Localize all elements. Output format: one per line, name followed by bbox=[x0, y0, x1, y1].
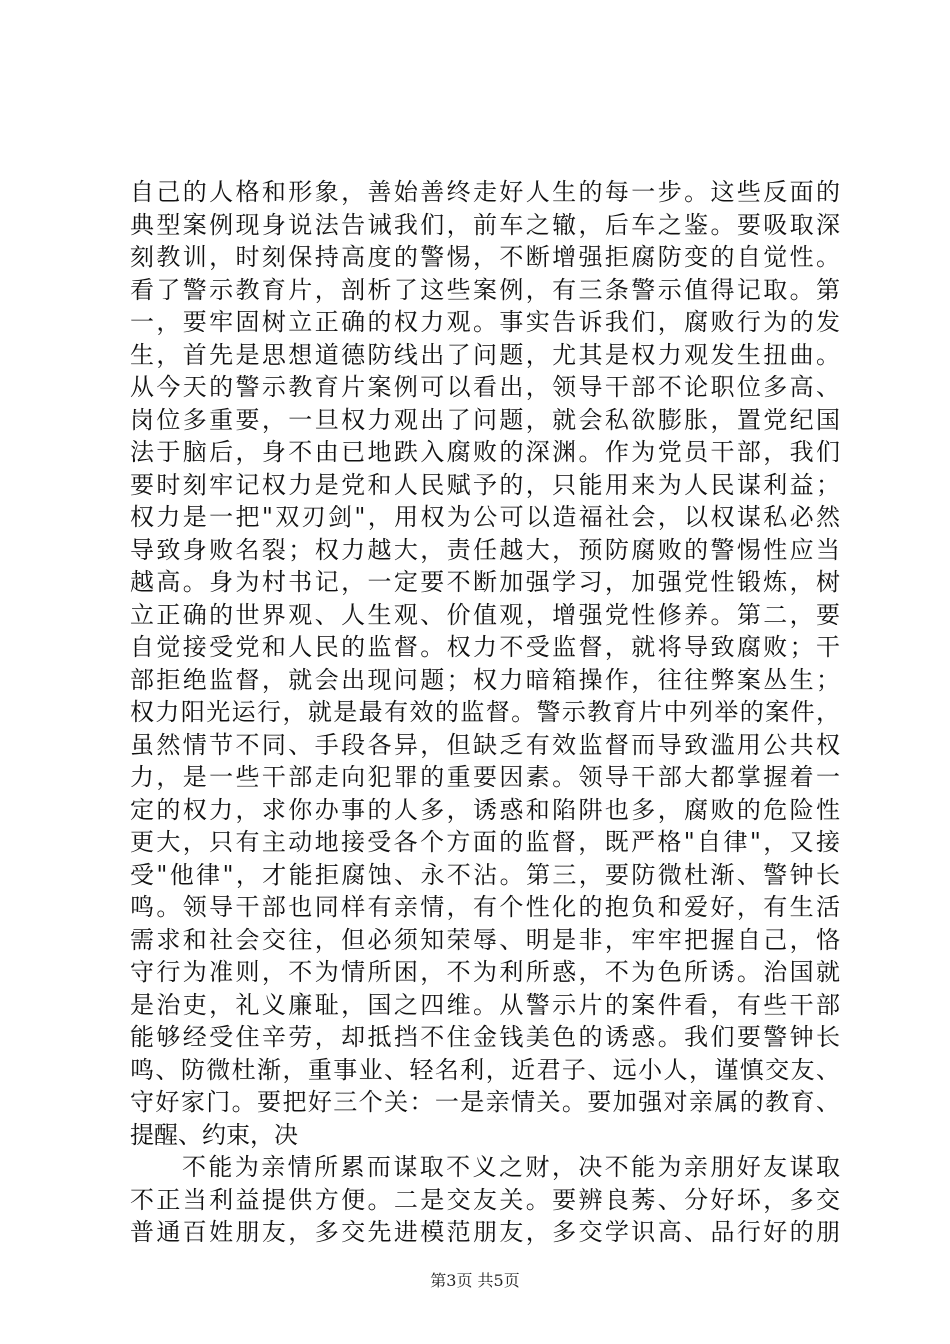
text-line: 受"他律"，才能拒腐蚀、永不沾。第三，要防微杜渐、警钟长 bbox=[130, 860, 840, 889]
text-line: 生，首先是思想道德防线出了问题，尤其是权力观发生扭曲。 bbox=[130, 340, 840, 369]
text-line: 力，是一些干部走向犯罪的重要因素。领导干部大都掌握着一 bbox=[130, 763, 840, 791]
text-line: 定的权力，求你办事的人多，诱惑和陷阱也多，腐败的危险性 bbox=[130, 795, 840, 824]
text-line: 守好家门。要把好三个关：一是亲情关。要加强对亲属的教育、 bbox=[130, 1088, 840, 1116]
text-line: 刻教训，时刻保持高度的警惕，不断增强拒腐防变的自觉性。 bbox=[130, 243, 840, 271]
text-line: 要时刻牢记权力是党和人民赋予的，只能用来为人民谋利益； bbox=[130, 470, 840, 499]
paragraph-1 bbox=[130, 176, 840, 1151]
text-line: 自己的人格和形象，善始善终走好人生的每一步。这些反面的 bbox=[130, 178, 840, 206]
text-line: 是治吏，礼义廉耻，国之四维。从警示片的案件看，有些干部 bbox=[130, 990, 840, 1019]
text-line: 权力是一把"双刃剑"，用权为公可以造福社会，以权谋私必然 bbox=[130, 503, 840, 531]
text-line: 不正当利益提供方便。二是交友关。要辨良莠、分好坏，多交 bbox=[130, 1185, 840, 1214]
text-line: 从今天的警示教育片案例可以看出，领导干部不论职位多高、 bbox=[130, 373, 840, 401]
text-line: 典型案例现身说法告诫我们，前车之辙，后车之鉴。要吸取深 bbox=[130, 210, 840, 239]
text-line: 自觉接受党和人民的监督。权力不受监督，就将导致腐败；干 bbox=[130, 633, 840, 661]
text-line: 能够经受住辛劳，却抵挡不住金钱美色的诱惑。我们要警钟长 bbox=[130, 1023, 840, 1051]
text-line: 守行为准则，不为情所困，不为利所惑，不为色所诱。治国就 bbox=[130, 958, 840, 986]
text-line: 不能为亲情所累而谋取不义之财，决不能为亲朋好友谋取 bbox=[182, 1153, 840, 1181]
text-line: 提醒、约束，决 bbox=[130, 1120, 298, 1149]
text-line: 权力阳光运行，就是最有效的监督。警示教育片中列举的案件， bbox=[130, 698, 840, 726]
text-line: 越高。身为村书记，一定要不断加强学习，加强党性锻炼，树 bbox=[130, 568, 840, 596]
body-text bbox=[130, 176, 840, 1249]
text-line: 更大，只有主动地接受各个方面的监督，既严格"自律"，又接 bbox=[130, 828, 840, 856]
text-line: 部拒绝监督，就会出现问题；权力暗箱操作，往往弊案丛生； bbox=[130, 665, 840, 694]
text-line: 立正确的世界观、人生观、价值观，增强党性修养。第二，要 bbox=[130, 600, 840, 629]
text-line: 看了警示教育片，剖析了这些案例，有三条警示值得记取。第 bbox=[130, 275, 840, 304]
paragraph-2 bbox=[130, 1151, 840, 1249]
text-line: 鸣、防微杜渐，重事业、轻名利，近君子、远小人，谨慎交友、 bbox=[130, 1055, 840, 1084]
text-line: 需求和社会交往，但必须知荣辱、明是非，牢牢把握自己，恪 bbox=[130, 925, 840, 954]
text-line: 导致身败名裂；权力越大，责任越大，预防腐败的警惕性应当 bbox=[130, 535, 840, 564]
text-line: 虽然情节不同、手段各异，但缺乏有效监督而导致滥用公共权 bbox=[130, 730, 840, 759]
text-line: 普通百姓朋友，多交先进模范朋友，多交学识高、品行好的朋 bbox=[130, 1218, 840, 1246]
text-line: 一，要牢固树立正确的权力观。事实告诉我们，腐败行为的发 bbox=[130, 308, 840, 336]
text-line: 岗位多重要，一旦权力观出了问题，就会私欲膨胀，置党纪国 bbox=[130, 405, 840, 434]
page-footer: 第3页 共5页 bbox=[430, 1271, 520, 1290]
text-line: 鸣。领导干部也同样有亲情，有个性化的抱负和爱好，有生活 bbox=[130, 893, 840, 921]
text-line: 法于脑后，身不由已地跌入腐败的深渊。作为党员干部，我们 bbox=[130, 438, 840, 466]
